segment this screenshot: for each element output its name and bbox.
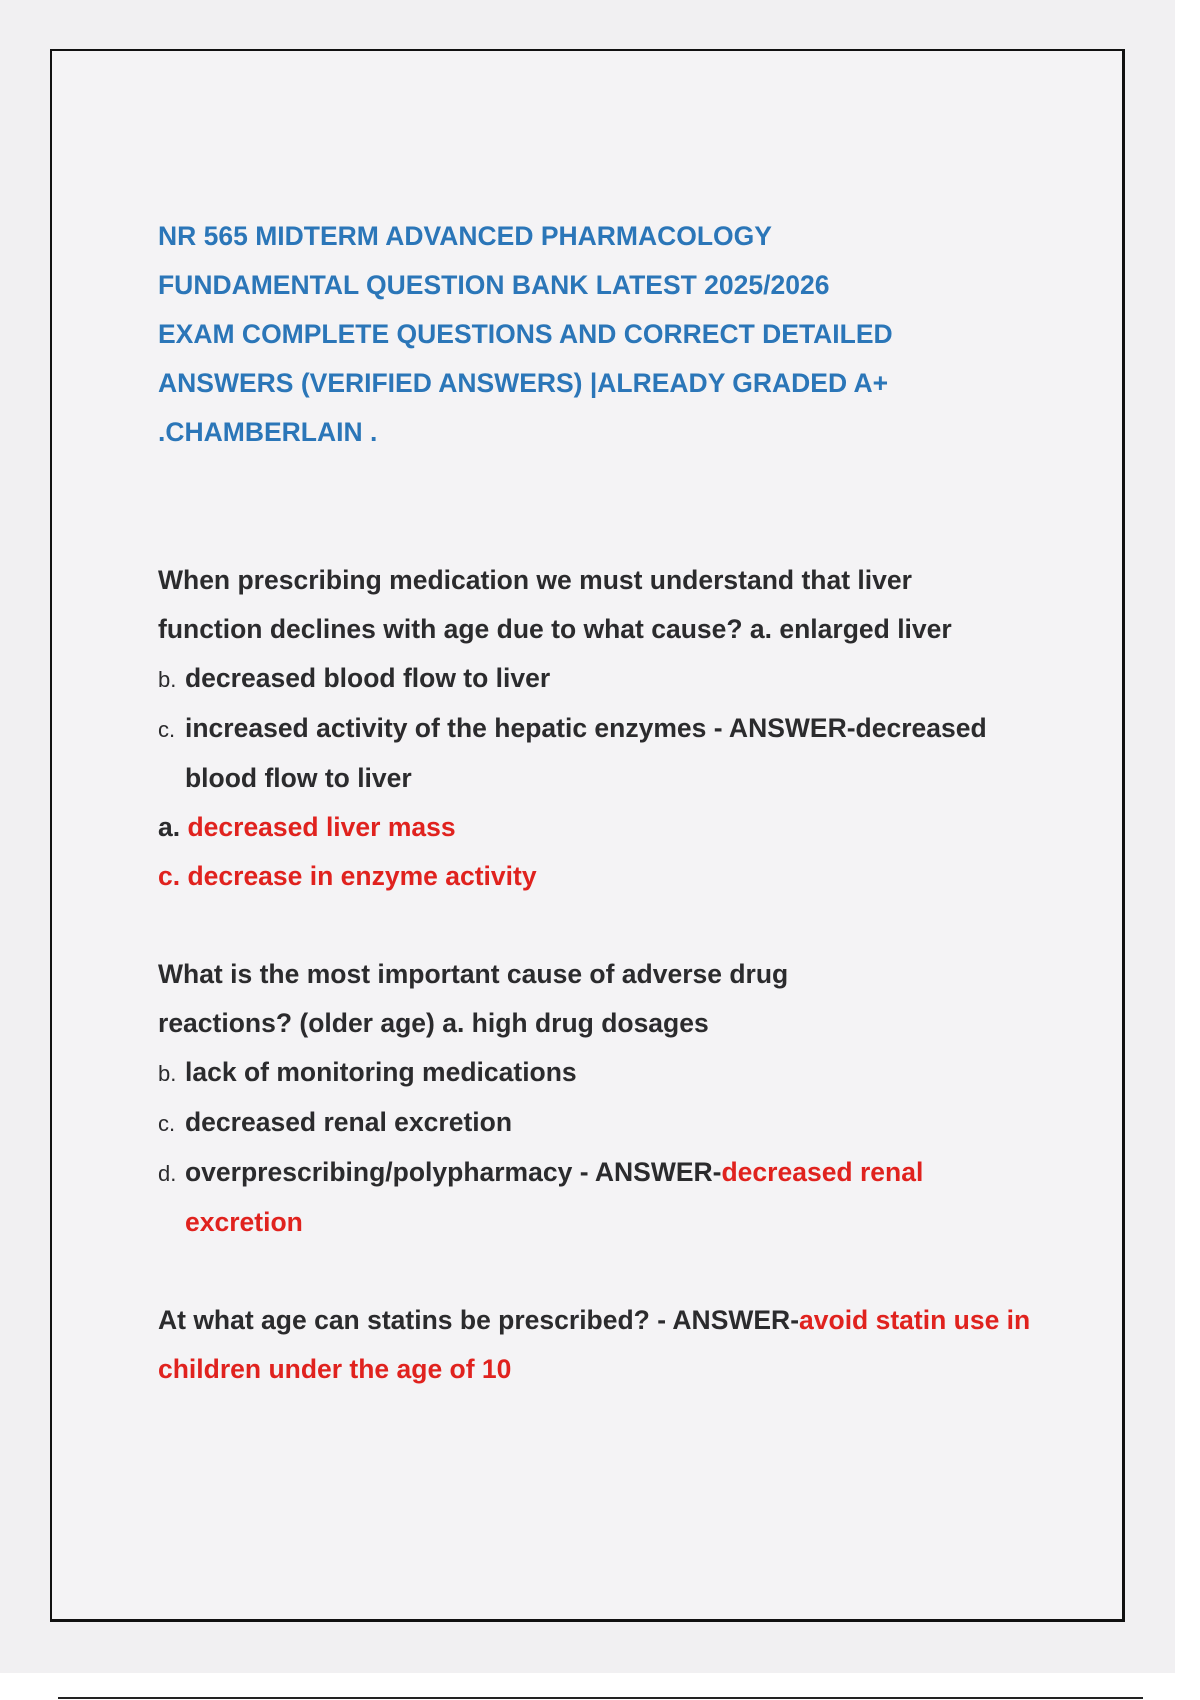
document-title — [158, 212, 1038, 457]
question-2-option-c — [158, 1098, 1038, 1148]
question-1-text-line-1: When prescribing medication we must understand that liver — [158, 565, 912, 595]
question-1 — [158, 556, 1038, 901]
answer-letter: a. — [158, 812, 188, 842]
option-letter: c. — [158, 1111, 176, 1136]
question-1-text-line-2: function declines with age due to what cause? a. enlarged liver — [158, 614, 952, 644]
question-1-answer-a — [158, 803, 1038, 852]
question-2-option-d — [158, 1148, 1038, 1247]
option-text: overprescribing/polypharmacy - ANSWER- — [185, 1157, 722, 1187]
document-content — [158, 212, 1038, 1443]
title-line-1: NR 565 MIDTERM ADVANCED PHARMACOLOGY — [158, 221, 772, 251]
question-3-answer: avoid statin use in children under the age of 10 — [158, 1305, 1031, 1384]
question-2 — [158, 950, 1038, 1247]
option-letter: c. — [158, 717, 176, 742]
question-1-option-b — [158, 654, 1038, 704]
question-1-answer-c: c. decrease in enzyme activity — [158, 861, 537, 891]
question-2-option-b — [158, 1048, 1038, 1098]
title-line-3: EXAM COMPLETE QUESTIONS AND CORRECT DETAILED — [158, 319, 893, 349]
option-text: increased activity of the hepatic enzymes - ANSWER-decreased blood flow to liver — [185, 713, 987, 793]
answer-text: decreased renal excretion — [185, 1157, 924, 1237]
option-letter: d. — [158, 1161, 177, 1186]
question-2-text-line-1: What is the most important cause of adverse drug — [158, 959, 789, 989]
question-2-text-line-2: reactions? (older age) a. high drug dosages — [158, 1008, 709, 1038]
question-3 — [158, 1296, 1038, 1394]
title-line-2: FUNDAMENTAL QUESTION BANK LATEST 2025/2026 — [158, 270, 830, 300]
option-text: lack of monitoring medications — [185, 1057, 577, 1087]
answer-text: decreased liver mass — [187, 812, 456, 842]
question-3-text: At what age can statins be prescribed? - ANSWER- — [158, 1305, 800, 1335]
option-text: decreased renal excretion — [185, 1107, 513, 1137]
option-letter: b. — [158, 1061, 177, 1086]
option-text: decreased blood flow to liver — [185, 663, 551, 693]
title-line-5: .CHAMBERLAIN . — [158, 417, 378, 447]
option-letter: b. — [158, 667, 177, 692]
question-1-option-c — [158, 704, 1038, 803]
bottom-divider — [58, 1697, 1143, 1699]
title-line-4: ANSWERS (VERIFIED ANSWERS) |ALREADY GRADED A+ — [158, 368, 889, 398]
